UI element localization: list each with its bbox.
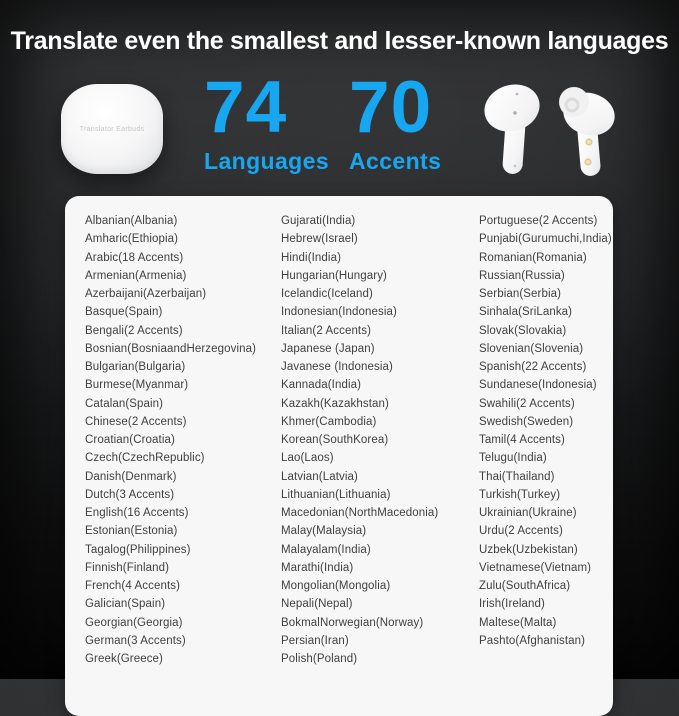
language-item: Nepali(Nepal) — [281, 598, 353, 611]
language-item: Polish(Poland) — [281, 653, 358, 665]
stat-languages — [204, 67, 330, 175]
language-item: Chinese(2 Accents) — [85, 415, 187, 428]
language-item: Mongolian(Mongolia) — [281, 580, 391, 592]
language-item: Czech(CzechRepublic) — [85, 452, 205, 465]
page-title: Translate even the smallest and lesser-known languages — [10, 27, 669, 55]
language-item: Latvian(Latvia) — [281, 470, 358, 483]
language-item: Lithuanian(Lithuania) — [281, 488, 391, 501]
language-item: Azerbaijani(Azerbaijan) — [85, 288, 207, 300]
language-item: Punjabi(Gurumuchi,India) — [479, 233, 612, 246]
earbuds-case-image — [61, 84, 163, 174]
language-item: Thai(Thailand) — [479, 470, 555, 483]
language-item: English(16 Accents) — [85, 507, 189, 519]
language-item: Javanese (Indonesia) — [281, 361, 393, 373]
language-item: Bengali(2 Accents) — [85, 324, 183, 337]
language-item: Burmese(Myanmar) — [85, 379, 189, 392]
language-item: Galician(Spain) — [85, 598, 166, 611]
language-item: Marathi(India) — [281, 561, 354, 574]
language-item: Bosnian(BosniaandHerzegovina) — [85, 342, 257, 355]
language-item: Russian(Russia) — [479, 269, 565, 282]
earbuds-image — [481, 80, 621, 182]
language-item: Hungarian(Hungary) — [281, 269, 387, 282]
language-list-panel — [65, 196, 613, 716]
language-item: Italian(2 Accents) — [281, 324, 372, 337]
language-item: Uzbek(Uzbekistan) — [479, 543, 578, 556]
language-item: Malayalam(India) — [281, 543, 371, 556]
stat-languages-value: 74 — [204, 67, 288, 148]
language-item: French(4 Accents) — [85, 580, 181, 592]
language-item: Swahili(2 Accents) — [479, 397, 575, 410]
language-item: Georgian(Georgia) — [85, 616, 183, 629]
stat-accents-label: Accents — [349, 148, 442, 174]
language-item: Macedonian(NorthMacedonia) — [281, 507, 439, 519]
language-item: BokmalNorwegian(Norway) — [281, 616, 424, 629]
language-item: Tamil(4 Accents) — [479, 434, 565, 446]
language-item: Albanian(Albania) — [85, 215, 178, 227]
language-item: Estonian(Estonia) — [85, 525, 178, 538]
language-item: Urdu(2 Accents) — [479, 525, 563, 538]
earbud-right-icon — [558, 87, 620, 177]
language-item: Armenian(Armenia) — [85, 269, 187, 282]
language-item: Icelandic(Iceland) — [281, 288, 373, 300]
language-item: Japanese (Japan) — [281, 342, 375, 355]
case-engraving-label: Translator Earbuds — [79, 125, 145, 133]
language-item: German(3 Accents) — [85, 634, 186, 647]
language-item: Romanian(Romania) — [479, 251, 587, 264]
language-item: Sinhala(SriLanka) — [479, 306, 573, 319]
language-item: Kannada(India) — [281, 379, 362, 392]
language-item: Arabic(18 Accents) — [85, 251, 184, 264]
language-item: Croatian(Croatia) — [85, 434, 175, 446]
stat-accents — [349, 67, 442, 175]
language-item: Spanish(22 Accents) — [479, 361, 587, 373]
language-item: Catalan(Spain) — [85, 397, 164, 410]
language-item: Persian(Iran) — [281, 634, 349, 647]
language-item: Irish(Ireland) — [479, 598, 545, 611]
stat-languages-label: Languages — [204, 148, 330, 174]
language-item: Malay(Malaysia) — [281, 525, 367, 538]
language-item: Indonesian(Indonesia) — [281, 306, 397, 319]
language-item: Amharic(Ethiopia) — [85, 233, 179, 246]
stat-accents-value: 70 — [349, 67, 433, 148]
language-item: Greek(Greece) — [85, 653, 163, 665]
language-item: Zulu(SouthAfrica) — [479, 580, 571, 592]
language-item: Basque(Spain) — [85, 306, 163, 319]
language-item: Dutch(3 Accents) — [85, 488, 175, 501]
language-column-3 — [479, 212, 613, 716]
earbud-left-icon — [481, 80, 546, 175]
language-item: Gujarati(India) — [281, 215, 356, 227]
language-item: Slovenian(Slovenia) — [479, 342, 584, 355]
language-item: Kazakh(Kazakhstan) — [281, 397, 389, 410]
language-column-2 — [281, 212, 479, 716]
language-item: Turkish(Turkey) — [479, 488, 561, 501]
language-item: Swedish(Sweden) — [479, 415, 574, 428]
language-item: Maltese(Malta) — [479, 616, 557, 629]
language-item: Bulgarian(Bulgaria) — [85, 361, 186, 373]
language-item: Hebrew(Israel) — [281, 233, 358, 246]
language-item: Korean(SouthKorea) — [281, 434, 389, 446]
language-item: Hindi(India) — [281, 251, 342, 264]
language-item: Portuguese(2 Accents) — [479, 215, 598, 227]
language-column-1 — [85, 212, 281, 716]
language-item: Finnish(Finland) — [85, 561, 170, 574]
language-item: Danish(Denmark) — [85, 470, 177, 483]
language-item: Lao(Laos) — [281, 452, 334, 465]
language-item: Sundanese(Indonesia) — [479, 379, 597, 392]
language-item: Serbian(Serbia) — [479, 288, 562, 300]
language-item: Slovak(Slovakia) — [479, 324, 567, 337]
language-item: Pashto(Afghanistan) — [479, 634, 586, 647]
language-item: Vietnamese(Vietnam) — [479, 561, 592, 574]
language-item: Khmer(Cambodia) — [281, 415, 377, 428]
language-item: Ukrainian(Ukraine) — [479, 507, 577, 519]
language-item: Telugu(India) — [479, 452, 547, 465]
language-item: Tagalog(Philippines) — [85, 543, 191, 556]
earbuds-icon — [481, 80, 621, 182]
